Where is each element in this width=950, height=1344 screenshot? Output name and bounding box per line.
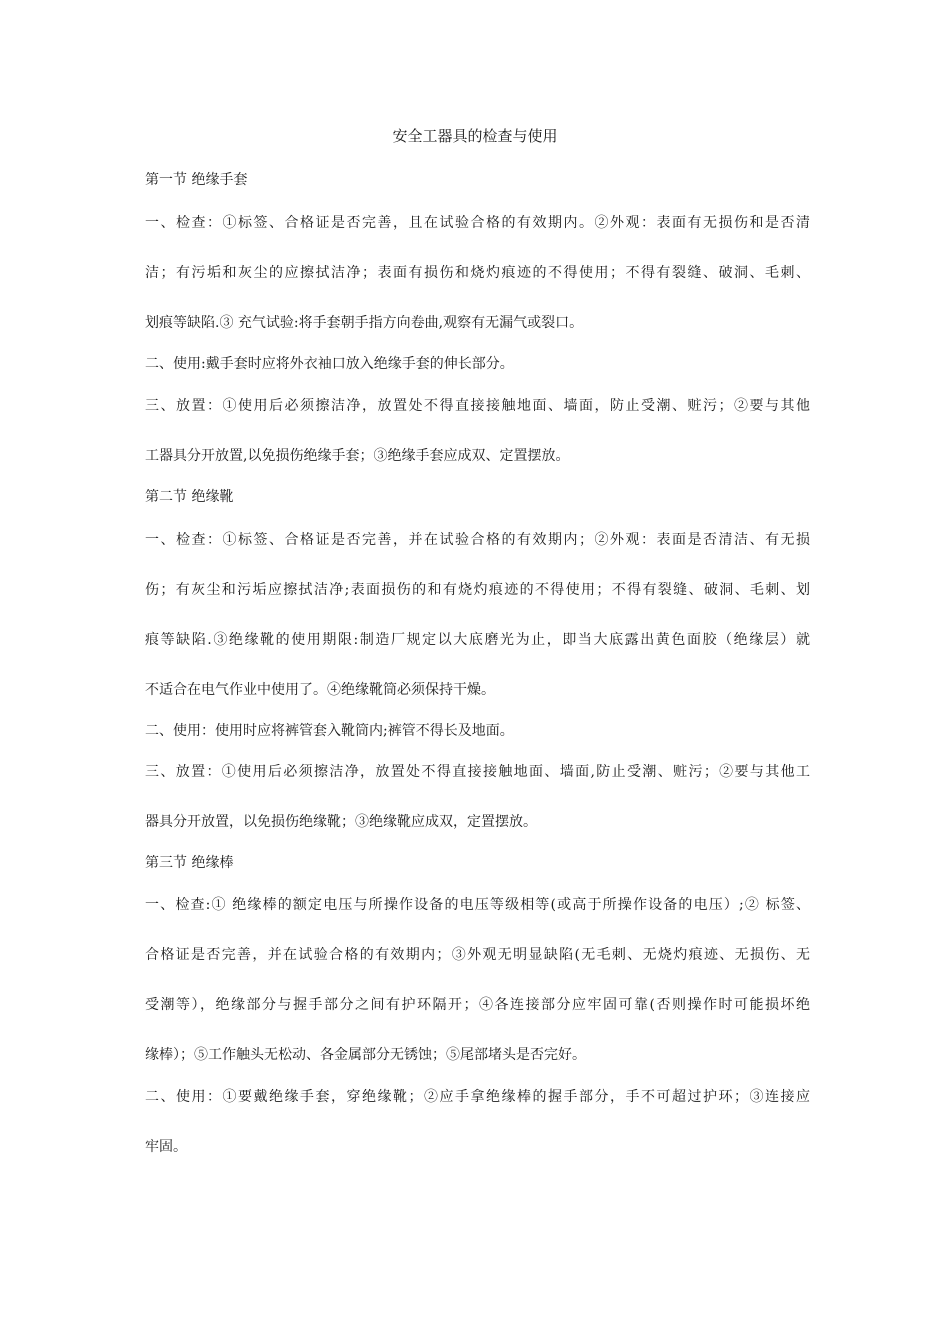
paragraph-line: 三、放置：①使用后必须擦洁净，放置处不得直接接触地面、墙面,防止受潮、赃污；②要与其他工	[145, 764, 810, 780]
paragraph-line: 受潮等），绝缘部分与握手部分之间有护环隔开；④各连接部分应牢固可靠(否则操作时可能损坏绝	[145, 997, 810, 1013]
document-title: 安全工器具的检查与使用	[392, 127, 558, 145]
paragraph-line: 一、检查:① 绝缘棒的额定电压与所操作设备的电压等级相等(或高于所操作设备的电压）;② 标签、	[145, 897, 810, 913]
paragraph-line: 牢固。	[145, 1139, 187, 1155]
paragraph-line: 不适合在电气作业中使用了。④绝缘靴筒必须保持干燥。	[145, 682, 495, 698]
paragraph-line: 痕等缺陷.③绝缘靴的使用期限:制造厂规定以大底磨光为止，即当大底露出黄色面胶（绝缘层）就	[145, 632, 810, 648]
paragraph-line: 三、放置：①使用后必须擦洁净，放置处不得直接接触地面、墙面，防止受潮、赃污；②要与其他	[145, 398, 810, 414]
section-heading: 第二节 绝缘靴	[145, 489, 234, 505]
paragraph-line: 二、使用：使用时应将裤管套入靴筒内;裤管不得长及地面。	[145, 723, 514, 739]
section-heading: 第三节 绝缘棒	[145, 855, 234, 871]
paragraph-line: 一、检查：①标签、合格证是否完善，且在试验合格的有效期内。②外观：表面有无损伤和是否清	[145, 215, 810, 231]
paragraph-line: 一、检查：①标签、合格证是否完善，并在试验合格的有效期内；②外观：表面是否清洁、有无损	[145, 532, 810, 548]
paragraph-line: 二、使用:戴手套时应将外衣袖口放入绝缘手套的伸长部分。	[145, 356, 514, 372]
paragraph-line: 合格证是否完善，并在试验合格的有效期内；③外观无明显缺陷(无毛刺、无烧灼痕迹、无损伤、无	[145, 947, 810, 963]
paragraph-line: 划痕等缺陷.③ 充气试验:将手套朝手指方向卷曲,观察有无漏气或裂口。	[145, 315, 584, 331]
paragraph-line: 缘棒）；⑤工作触头无松动、各金属部分无锈蚀；⑤尾部堵头是否完好。	[145, 1047, 586, 1063]
paragraph-line: 器具分开放置，以免损伤绝缘靴；③绝缘靴应成双，定置摆放。	[145, 814, 537, 830]
paragraph-line: 洁；有污垢和灰尘的应擦拭洁净；表面有损伤和烧灼痕迹的不得使用；不得有裂缝、破洞、毛刺、	[145, 265, 810, 281]
paragraph-line: 工器具分开放置,以免损伤绝缘手套；③绝缘手套应成双、定置摆放。	[145, 448, 570, 464]
paragraph-line: 伤；有灰尘和污垢应擦拭洁净;表面损伤的和有烧灼痕迹的不得使用；不得有裂缝、破洞、毛刺、划	[145, 582, 810, 598]
section-heading: 第一节 绝缘手套	[145, 172, 248, 188]
paragraph-line: 二、使用：①要戴绝缘手套，穿绝缘靴；②应手拿绝缘棒的握手部分，手不可超过护环；③连接应	[145, 1089, 810, 1105]
